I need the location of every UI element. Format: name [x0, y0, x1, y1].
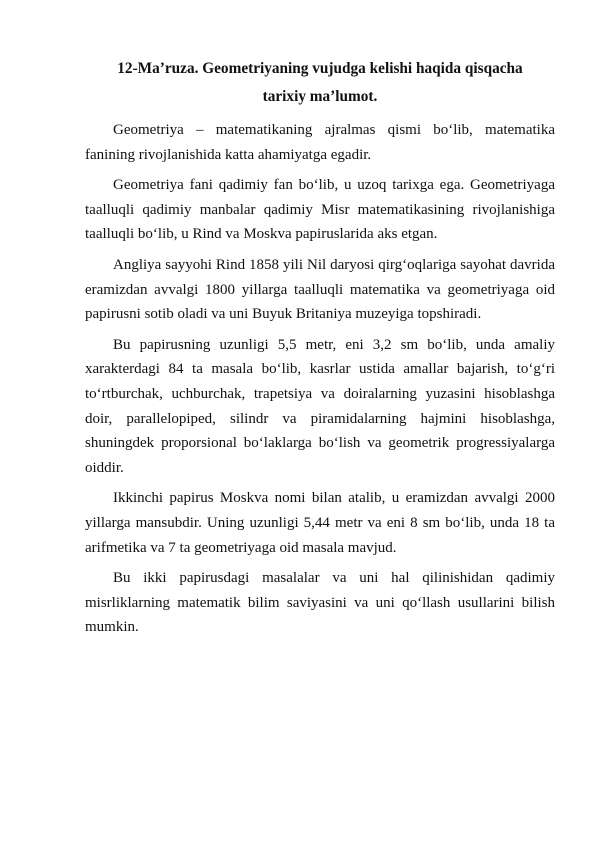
paragraph-1: Geometriya – matematikaning ajralmas qismi bo‘lib, matematika fanining rivojlanishida katta ahamiyatga egadir. — [85, 122, 555, 163]
document-page — [85, 55, 555, 646]
paragraph-6: Bu ikki papirusdagi masalalar va uni hal qilinishidan qadimiy misrliklarning matematik bilim saviyasini va uni qo‘llash usullarini bilish mumkin. — [85, 570, 555, 636]
paragraph-3: Angliya sayyohi Rind 1858 yili Nil daryosi qirg‘oqlariga sayohat davrida eramizdan avvalgi 1800 yillarga taalluqli matematika va geometriyaga oid papirusni sotib oladi va uni Buyuk Britaniya muzeyiga topshiradi. — [85, 256, 555, 323]
paragraph-5: Ikkinchi papirus Moskva nomi bilan atalib, u eramizdan avvalgi 2000 yillarga mansubdir. Uning uzunligi 5,44 metr va eni 8 sm bo‘lib, unda 18 ta arifmetika va 7 ta geometriyaga oid masala mavjud. — [85, 490, 555, 556]
paragraph-4: Bu papirusning uzunligi 5,5 metr, eni 3,2 sm bo‘lib, unda amaliy xarakterdagi 84 ta masala bo‘lib, kasrlar ustida amallar bajarish, to‘g‘ri to‘rtburchak, uchburchak, trapetsiya va doiralarning yuzasini hisoblashga doir, parallelopiped, silindr va piramidalarning hajmini hisoblashga, shuningdek proporsional bo‘laklarga bo‘lish va geometrik progressiyalarga oiddir. — [85, 336, 555, 476]
document-title — [85, 55, 555, 111]
title-line-1: 12-Ma’ruza. Geometriyaning vujudga kelishi haqida qisqacha — [117, 60, 523, 77]
paragraph-2: Geometriya fani qadimiy fan bo‘lib, u uzoq tarixga ega. Geometriyaga taalluqli qadimiy manbalar qadimiy Misr matematikasining rivojlanishiga taalluqli bo‘lib, u Rind va Moskva papiruslarida aks etgan. — [85, 177, 555, 243]
title-line-2: tarixiy ma’lumot. — [262, 88, 378, 105]
